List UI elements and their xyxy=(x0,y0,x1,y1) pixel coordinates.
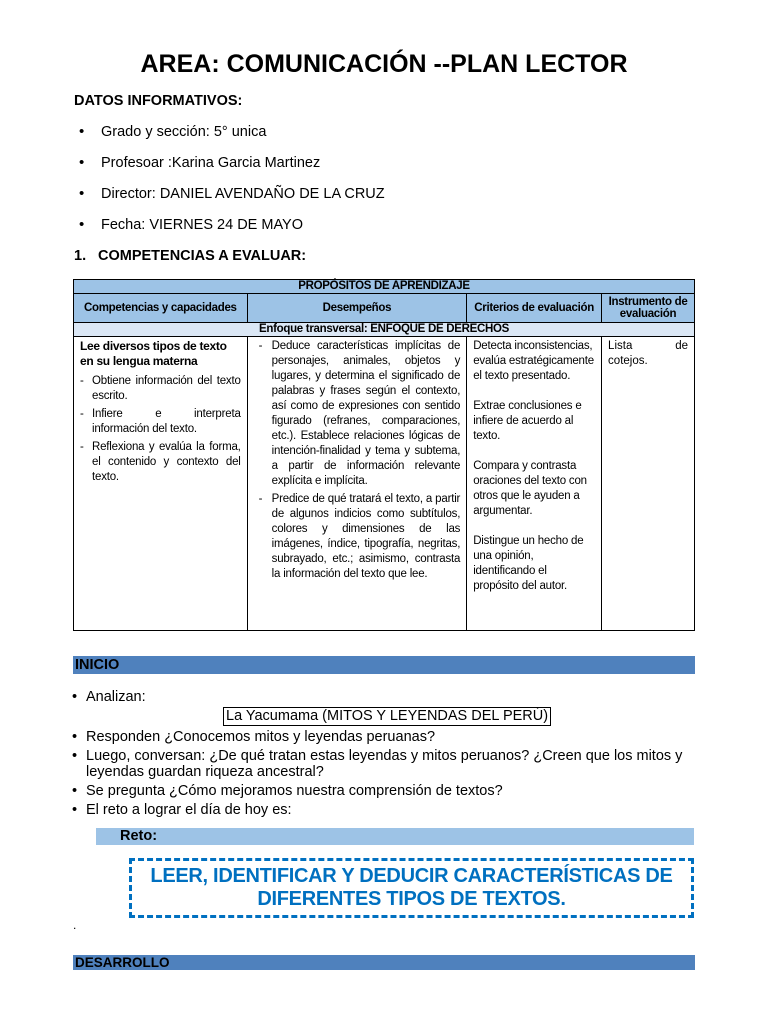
criterio-item: Distingue un hecho de una opinión, identificando el propósito del autor. xyxy=(473,535,584,592)
col-competencias: Competencias y capacidades xyxy=(74,294,248,323)
datos-informativos-heading: DATOS INFORMATIVOS: xyxy=(74,93,243,109)
capacidades-list xyxy=(80,374,241,485)
section-label: COMPETENCIAS A EVALUAR: xyxy=(98,248,307,264)
instrumento-text: Lista de cotejos. xyxy=(608,340,688,367)
section-number: 1. xyxy=(74,248,87,264)
reto-line-2: DIFERENTES TIPOS DE TEXTOS. xyxy=(257,888,566,910)
info-list xyxy=(76,124,385,248)
inicio-section-bar: INICIO xyxy=(73,656,695,674)
propositos-header: PROPÓSITOS DE APRENDIZAJE xyxy=(74,280,695,294)
info-item-profesor: • Profesoar :Karina Garcia Martinez xyxy=(76,155,385,186)
info-item-fecha: • Fecha: VIERNES 24 DE MAYO xyxy=(76,217,385,248)
inicio-items-list xyxy=(72,729,697,821)
desempeno-item: - Deduce características implícitas de personajes, animales, objetos y lugares, y determina el significado de palabras y frases según el contexto, así como de expresiones con sentido figurado (refranes, comparaciones, etc.). Establece relaciones lógicas de intención-finalidad y tema y subtema, a partir de información relevante explícita e implícita. xyxy=(254,339,461,489)
section-competencias-heading xyxy=(74,248,306,264)
desempenos-list xyxy=(254,339,461,582)
page-title: AREA: COMUNICACIÓN --PLAN LECTOR xyxy=(140,50,628,78)
criterio-item: Extrae conclusiones e infiere de acuerdo al texto. xyxy=(473,400,582,442)
competencias-table xyxy=(73,279,695,631)
col-instrumento: Instrumento de evaluación xyxy=(602,294,695,323)
criterio-item: Detecta inconsistencias, evalúa estratégicamente el texto presentado. xyxy=(473,340,594,382)
inicio-item: • Se pregunta ¿Cómo mejoramos nuestra comprensión de textos? xyxy=(72,783,697,799)
col-desempenos: Desempeños xyxy=(247,294,467,323)
capacidad-item: - Infiere e interpreta información del texto. xyxy=(80,407,241,437)
col-criterios: Criterios de evaluación xyxy=(467,294,602,323)
inicio-item: • Responden ¿Conocemos mitos y leyendas peruanas? xyxy=(72,729,697,745)
inicio-item: • Luego, conversan: ¿De qué tratan estas leyendas y mitos peruanos? ¿Creen que los mitos y leyendas guardan riqueza ancestral? xyxy=(72,748,697,780)
criterio-item: Compara y contrasta oraciones del texto con otros que le ayuden a argumentar. xyxy=(473,460,587,517)
inicio-item: • El reto a lograr el día de hoy es: xyxy=(72,802,697,818)
stray-dot: . xyxy=(73,918,77,932)
inicio-item-analizan: • Analizan: xyxy=(72,689,146,705)
desempeno-item: - Predice de qué tratará el texto, a partir de algunos indicios como subtítulos, colores y dimensiones de las imágenes, índice, tipografía, negritas, subrayado, etc.; asimismo, contrasta la información del texto que lee. xyxy=(254,492,461,582)
texto-analizado-box: La Yacumama (MITOS Y LEYENDAS DEL PERÚ) xyxy=(223,707,551,726)
instrumento-cell xyxy=(602,337,695,631)
desarrollo-section-bar: DESARROLLO xyxy=(73,955,695,970)
enfoque-transversal-row: Enfoque transversal: ENFOQUE DE DERECHOS xyxy=(74,323,695,337)
criterios-cell xyxy=(467,337,602,631)
desempenos-cell xyxy=(247,337,467,631)
reto-text xyxy=(150,865,672,911)
inicio-analizan-list xyxy=(72,689,146,705)
capacidad-item: - Obtiene información del texto escrito. xyxy=(80,374,241,404)
competencia-title: Lee diversos tipos de texto en su lengua materna xyxy=(80,339,227,368)
reto-box xyxy=(129,858,694,918)
reto-line-1: LEER, IDENTIFICAR Y DEDUCIR CARACTERÍSTICAS DE xyxy=(150,865,673,887)
reto-bar: Reto: xyxy=(96,828,694,845)
info-item-director: • Director: DANIEL AVENDAÑO DE LA CRUZ xyxy=(76,186,385,217)
capacidad-item: - Reflexiona y evalúa la forma, el contenido y contexto del texto. xyxy=(80,440,241,485)
info-item-grado: • Grado y sección: 5° unica xyxy=(76,124,385,155)
competencia-cell xyxy=(74,337,248,631)
